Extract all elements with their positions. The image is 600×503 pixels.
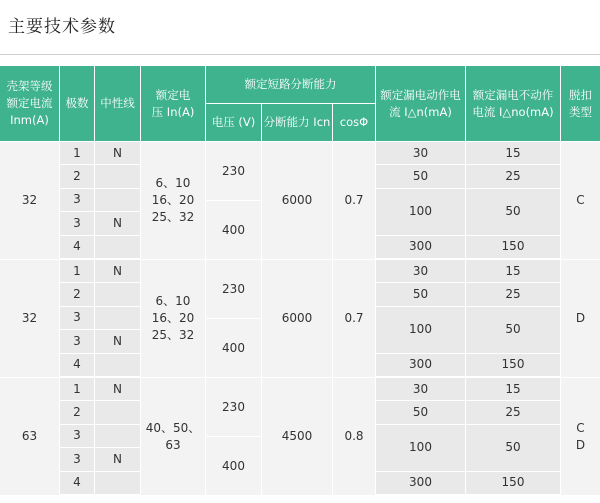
neutral-cell	[95, 165, 140, 187]
pole-cell: 2	[60, 401, 94, 423]
rated-current-cell: 6、10 16、20 25、32	[141, 260, 205, 377]
voltage-cell: 230	[206, 378, 261, 436]
leak-action-cell: 50	[376, 401, 465, 423]
leak-action-cell: 100	[376, 307, 465, 353]
leak-action-cell: 300	[376, 354, 465, 376]
leak-action-cell: 50	[376, 283, 465, 305]
leak-non-action-cell: 50	[466, 189, 560, 235]
pole-cell: 3	[60, 189, 94, 211]
neutral-cell	[95, 307, 140, 329]
pole-cell: 4	[60, 472, 94, 494]
rated-current-cell: 6、10 16、20 25、32	[141, 142, 205, 259]
leak-non-action-cell: 25	[466, 401, 560, 423]
leak-non-action-cell: 50	[466, 425, 560, 471]
pole-cell: 3	[60, 307, 94, 329]
voltage-cell: 400	[206, 319, 261, 377]
rated-current-cell: 40、50、 63	[141, 378, 205, 495]
leak-action-cell: 30	[376, 378, 465, 400]
neutral-cell: N	[95, 378, 140, 400]
cosphi-cell: 0.7	[333, 260, 375, 377]
neutral-cell: N	[95, 212, 140, 234]
leak-non-action-cell: 25	[466, 283, 560, 305]
voltage-cell: 230	[206, 142, 261, 200]
pole-cell: 1	[60, 142, 94, 164]
frame-rating-cell: 32	[0, 142, 59, 259]
pole-cell: 2	[60, 165, 94, 187]
leak-action-cell: 100	[376, 425, 465, 471]
trip-type-cell: D	[561, 260, 600, 377]
pole-cell: 3	[60, 330, 94, 352]
leak-non-action-cell: 25	[466, 165, 560, 187]
header-leak-action: 额定漏电动作电 流 I△n(mA)	[376, 66, 465, 141]
page-title: 主要技术参数	[8, 17, 116, 37]
header-neutral: 中性线	[95, 66, 140, 141]
leak-non-action-cell: 50	[466, 307, 560, 353]
neutral-cell	[95, 425, 140, 447]
pole-cell: 2	[60, 283, 94, 305]
leak-non-action-cell: 150	[466, 236, 560, 258]
trip-type-cell: C D	[561, 378, 600, 495]
neutral-cell	[95, 283, 140, 305]
frame-rating-cell: 63	[0, 378, 59, 495]
leak-action-cell: 300	[376, 472, 465, 494]
header-short-circuit: 额定短路分断能力	[206, 66, 375, 103]
pole-cell: 1	[60, 378, 94, 400]
leak-non-action-cell: 150	[466, 472, 560, 494]
header-cosphi: cosΦ	[333, 104, 375, 141]
pole-cell: 3	[60, 425, 94, 447]
voltage-cell: 400	[206, 437, 261, 495]
leak-action-cell: 30	[376, 142, 465, 164]
pole-cell: 4	[60, 236, 94, 258]
voltage-cell: 400	[206, 201, 261, 259]
header-voltage: 电压 (V)	[206, 104, 261, 141]
header-trip-type: 脱扣 类型	[561, 66, 600, 141]
neutral-cell: N	[95, 448, 140, 470]
leak-action-cell: 300	[376, 236, 465, 258]
breaking-capacity-cell: 6000	[262, 260, 332, 377]
voltage-cell: 230	[206, 260, 261, 318]
pole-cell: 1	[60, 260, 94, 282]
leak-non-action-cell: 150	[466, 354, 560, 376]
leak-non-action-cell: 15	[466, 378, 560, 400]
leak-non-action-cell: 15	[466, 260, 560, 282]
neutral-cell	[95, 472, 140, 494]
pole-cell: 4	[60, 354, 94, 376]
title-divider	[0, 54, 600, 55]
pole-cell: 3	[60, 212, 94, 234]
leak-action-cell: 100	[376, 189, 465, 235]
neutral-cell	[95, 401, 140, 423]
header-poles: 极数	[60, 66, 94, 141]
neutral-cell	[95, 354, 140, 376]
neutral-cell: N	[95, 260, 140, 282]
neutral-cell: N	[95, 142, 140, 164]
cosphi-cell: 0.7	[333, 142, 375, 259]
neutral-cell: N	[95, 330, 140, 352]
pole-cell: 3	[60, 448, 94, 470]
leak-non-action-cell: 15	[466, 142, 560, 164]
trip-type-cell: C	[561, 142, 600, 259]
header-rated-current: 额定电 压 In(A)	[141, 66, 205, 141]
frame-rating-cell: 32	[0, 260, 59, 377]
breaking-capacity-cell: 6000	[262, 142, 332, 259]
header-breaking-capacity: 分断能力 Icn	[262, 104, 332, 141]
header-leak-non-action: 额定漏电不动作 电流 I△no(mA)	[466, 66, 560, 141]
leak-action-cell: 50	[376, 165, 465, 187]
spec-table	[0, 66, 600, 503]
header-frame-rating: 壳架等级 额定电流 Inm(A)	[0, 66, 59, 141]
neutral-cell	[95, 189, 140, 211]
neutral-cell	[95, 236, 140, 258]
leak-action-cell: 30	[376, 260, 465, 282]
cosphi-cell: 0.8	[333, 378, 375, 495]
breaking-capacity-cell: 4500	[262, 378, 332, 495]
